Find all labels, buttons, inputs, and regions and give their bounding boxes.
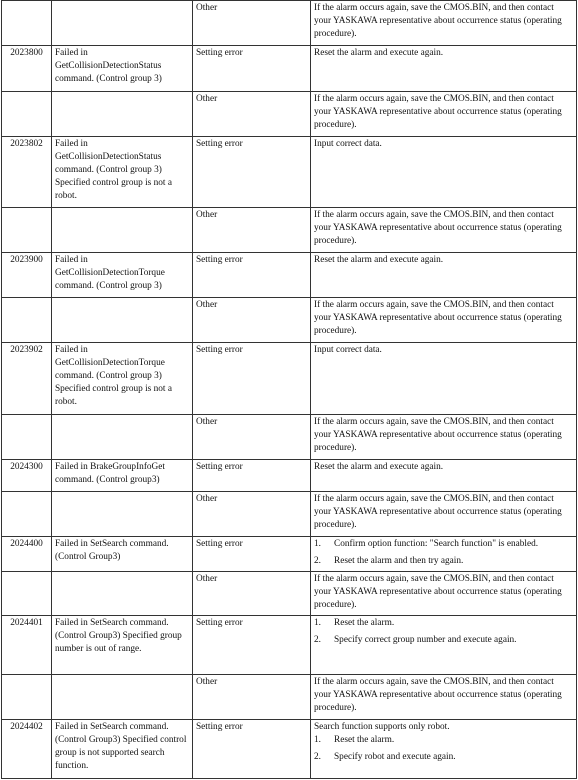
alarm-code	[2, 572, 52, 616]
alarm-description: Failed in SetSearch command. (Control Group3) Specified control group is not supported search function.	[52, 720, 193, 779]
alarm-cause: Other	[193, 1, 311, 46]
alarm-remedy	[311, 616, 577, 675]
table-row	[2, 343, 577, 415]
alarm-cause: Other	[193, 298, 311, 343]
alarm-description: Failed in GetCollisionDetectionStatus command. (Control group 3)	[52, 46, 193, 92]
table-row	[2, 675, 577, 720]
table-row	[2, 720, 577, 779]
alarm-cause: Setting error	[193, 253, 311, 298]
alarm-remedy	[311, 1, 577, 46]
remedy-text: Search function supports only robot.	[314, 722, 450, 732]
alarm-code: 2023900	[2, 253, 52, 298]
alarm-description: Failed in BrakeGroupInfoGet command. (Control group3)	[52, 460, 193, 492]
remedy-step	[314, 751, 573, 764]
remedy-text: If the alarm occurs again, save the CMOS.BIN, and then contact your YASKAWA representative about occurrence status (operating procedure).	[314, 94, 562, 130]
alarm-cause: Other	[193, 208, 311, 253]
alarm-remedy	[311, 492, 577, 537]
remedy-step	[314, 617, 573, 630]
remedy-text: If the alarm occurs again, save the CMOS.BIN, and then contact your YASKAWA representative about occurrence status (operating procedure).	[314, 300, 562, 336]
remedy-text: If the alarm occurs again, save the CMOS.BIN, and then contact your YASKAWA representative about occurrence status (operating procedure).	[314, 417, 562, 453]
alarm-code: 2024300	[2, 460, 52, 492]
alarm-code: 2023802	[2, 137, 52, 208]
remedy-text: If the alarm occurs again, save the CMOS.BIN, and then contact your YASKAWA representative about occurrence status (operating procedure).	[314, 494, 562, 530]
remedy-text: Input correct data.	[314, 139, 382, 149]
alarm-description: Failed in GetCollisionDetectionStatus command. (Control group 3) Specified control group is not a robot.	[52, 137, 193, 208]
alarm-description	[52, 415, 193, 460]
step-text: Confirm option function: "Search function" is enabled.	[334, 539, 539, 549]
alarm-description	[52, 492, 193, 537]
alarm-cause: Setting error	[193, 720, 311, 779]
alarm-remedy	[311, 298, 577, 343]
alarm-code	[2, 492, 52, 537]
remedy-text: If the alarm occurs again, save the CMOS.BIN, and then contact your YASKAWA representative about occurrence status (operating procedure).	[314, 574, 562, 610]
alarm-code: 2024400	[2, 537, 52, 572]
alarm-description: Failed in SetSearch command. (Control Group3) Specified group number is out of range.	[52, 616, 193, 675]
alarm-description	[52, 572, 193, 616]
alarm-code: 2023800	[2, 46, 52, 92]
alarm-remedy	[311, 460, 577, 492]
table-row	[2, 298, 577, 343]
alarm-cause: Setting error	[193, 460, 311, 492]
alarm-description	[52, 298, 193, 343]
table-row	[2, 415, 577, 460]
table-row	[2, 572, 577, 616]
alarm-description	[52, 208, 193, 253]
alarm-cause: Setting error	[193, 343, 311, 415]
alarm-remedy	[311, 137, 577, 208]
alarm-cause: Other	[193, 92, 311, 137]
remedy-text: If the alarm occurs again, save the CMOS.BIN, and then contact your YASKAWA representative about occurrence status (operating procedure).	[314, 677, 562, 713]
remedy-step	[314, 538, 573, 551]
alarm-code	[2, 298, 52, 343]
alarm-table-body	[2, 1, 577, 779]
step-number: 2.	[314, 556, 321, 566]
step-number: 2.	[314, 635, 321, 645]
remedy-step	[314, 634, 573, 647]
alarm-remedy	[311, 415, 577, 460]
table-row	[2, 208, 577, 253]
remedy-text: Reset the alarm and execute again.	[314, 462, 444, 472]
table-row	[2, 46, 577, 92]
table-row	[2, 492, 577, 537]
remedy-steps	[314, 538, 573, 568]
alarm-description: Failed in GetCollisionDetectionTorque command. (Control group 3)	[52, 253, 193, 298]
alarm-cause: Other	[193, 492, 311, 537]
step-number: 1.	[314, 618, 321, 628]
step-text: Reset the alarm.	[334, 618, 395, 628]
alarm-code	[2, 208, 52, 253]
remedy-text: Reset the alarm and execute again.	[314, 48, 444, 58]
alarm-cause: Setting error	[193, 46, 311, 92]
remedy-text: Input correct data.	[314, 345, 382, 355]
alarm-code: 2023902	[2, 343, 52, 415]
alarm-remedy	[311, 537, 577, 572]
table-row	[2, 253, 577, 298]
alarm-remedy	[311, 343, 577, 415]
alarm-description	[52, 92, 193, 137]
alarm-cause: Setting error	[193, 537, 311, 572]
alarm-code: 2024402	[2, 720, 52, 779]
alarm-code	[2, 415, 52, 460]
alarm-cause: Other	[193, 415, 311, 460]
remedy-step	[314, 555, 573, 568]
alarm-code	[2, 675, 52, 720]
alarm-remedy	[311, 675, 577, 720]
alarm-cause: Other	[193, 572, 311, 616]
remedy-steps	[314, 734, 573, 764]
remedy-step	[314, 734, 573, 747]
alarm-remedy	[311, 253, 577, 298]
alarm-table	[1, 0, 577, 779]
alarm-code: 2024401	[2, 616, 52, 675]
alarm-code	[2, 92, 52, 137]
remedy-text: If the alarm occurs again, save the CMOS.BIN, and then contact your YASKAWA representative about occurrence status (operating procedure).	[314, 210, 562, 246]
alarm-description	[52, 675, 193, 720]
alarm-remedy	[311, 46, 577, 92]
alarm-cause: Setting error	[193, 616, 311, 675]
alarm-description: Failed in SetSearch command. (Control Group3)	[52, 537, 193, 572]
remedy-steps	[314, 617, 573, 647]
table-row	[2, 616, 577, 675]
alarm-remedy	[311, 208, 577, 253]
table-row	[2, 137, 577, 208]
table-row	[2, 92, 577, 137]
alarm-cause: Other	[193, 675, 311, 720]
table-row	[2, 1, 577, 46]
alarm-remedy	[311, 92, 577, 137]
alarm-description: Failed in GetCollisionDetectionTorque command. (Control group 3) Specified control group is not a robot.	[52, 343, 193, 415]
table-row	[2, 537, 577, 572]
table-row	[2, 460, 577, 492]
step-number: 1.	[314, 735, 321, 745]
step-number: 2.	[314, 752, 321, 762]
step-text: Reset the alarm.	[334, 735, 395, 745]
step-text: Specify correct group number and execute again.	[334, 635, 517, 645]
alarm-cause: Setting error	[193, 137, 311, 208]
remedy-text: If the alarm occurs again, save the CMOS.BIN, and then contact your YASKAWA representative about occurrence status (operating procedure).	[314, 3, 562, 39]
step-number: 1.	[314, 539, 321, 549]
alarm-code	[2, 1, 52, 46]
step-text: Reset the alarm and then try again.	[334, 556, 464, 566]
alarm-remedy	[311, 572, 577, 616]
alarm-remedy	[311, 720, 577, 779]
alarm-description	[52, 1, 193, 46]
remedy-text: Reset the alarm and execute again.	[314, 255, 444, 265]
step-text: Specify robot and execute again.	[334, 752, 456, 762]
